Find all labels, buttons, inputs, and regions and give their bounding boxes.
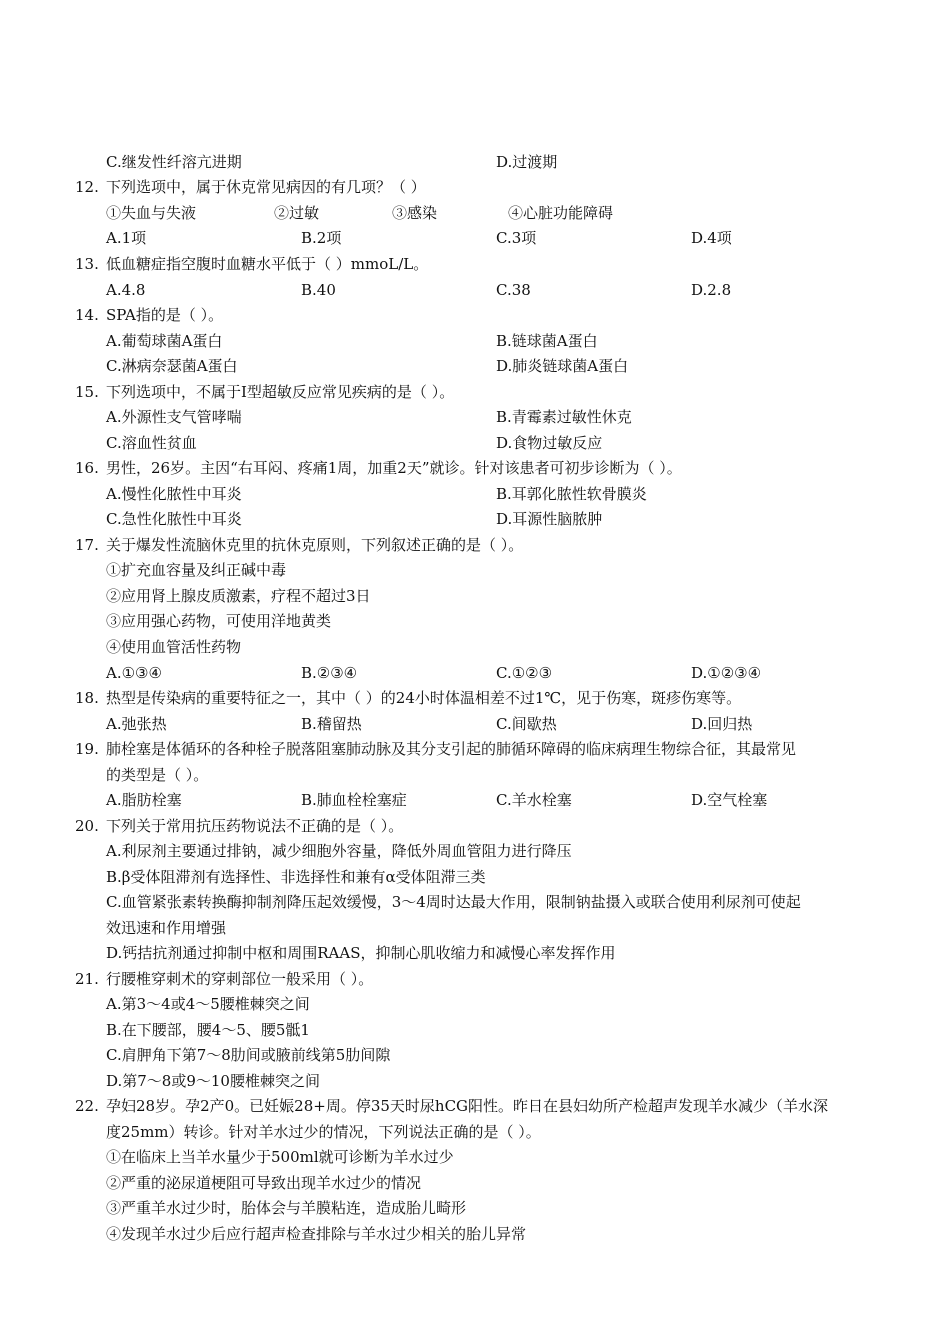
question-number: 17. — [75, 536, 99, 554]
option-d: D.钙拮抗剂通过抑制中枢和周围RAAS，抑制心肌收缩力和减慢心率发挥作用 — [106, 944, 616, 962]
item-text: ③应用强心药物，可使用洋地黄类 — [106, 612, 332, 630]
question-stem: 行腰椎穿刺术的穿刺部位一般采用（ ）。 — [106, 970, 374, 988]
option-b: B.2项 — [301, 229, 342, 247]
question-number: 16. — [75, 459, 99, 477]
question-number: 12. — [75, 178, 99, 196]
question-stem: 孕妇28岁。孕2产0。已妊娠28+周。停35天时尿hCG阳性。昨日在县妇幼所产检超声发现羊水减少（羊水深 — [106, 1097, 829, 1115]
option-c: C.溶血性贫血 — [106, 434, 197, 452]
question-number: 21. — [75, 970, 99, 988]
option-b: B.稽留热 — [301, 715, 362, 733]
option-d: D.2.8 — [691, 281, 732, 299]
option-c: C.急性化脓性中耳炎 — [106, 510, 242, 528]
item-text: ②严重的泌尿道梗阻可导致出现羊水过少的情况 — [106, 1174, 422, 1192]
option-d: D.肺炎链球菌A蛋白 — [496, 357, 629, 375]
option-b: B.40 — [301, 281, 336, 299]
item-text: ③严重羊水过少时，胎体会与羊膜粘连，造成胎儿畸形 — [106, 1199, 467, 1217]
question-number: 13. — [75, 255, 99, 273]
question-stem: 下列选项中，不属于I型超敏反应常见疾病的是（ ）。 — [106, 383, 455, 401]
option-b: B.肺血栓栓塞症 — [301, 791, 407, 809]
question-number: 22. — [75, 1097, 99, 1115]
item-2: ②过敏 — [274, 204, 320, 222]
option-a: A.葡萄球菌A蛋白 — [106, 332, 223, 350]
question-stem: 热型是传染病的重要特征之一，其中（ ）的24小时体温相差不过1℃，见于伤寒，斑疹伤寒等。 — [106, 689, 742, 707]
option-b: B.②③④ — [301, 664, 358, 682]
question-stem: 肺栓塞是体循环的各种栓子脱落阻塞肺动脉及其分支引起的肺循环障碍的临床病理生物综合征，其最常见 — [106, 740, 797, 758]
option-a: A.①③④ — [106, 664, 162, 682]
option-b: B.在下腰部，腰4～5、腰5骶1 — [106, 1021, 310, 1039]
option-a: A.慢性化脓性中耳炎 — [106, 485, 242, 503]
option-c: C.羊水栓塞 — [496, 791, 572, 809]
option-c: C.肩胛角下第7～8肋间或腋前线第5肋间隙 — [106, 1046, 391, 1064]
option-a: A.第3～4或4～5腰椎棘突之间 — [106, 995, 310, 1013]
question-number: 19. — [75, 740, 99, 758]
question-stem: 低血糖症指空腹时血糖水平低于（ ）mmoL/L。 — [106, 255, 429, 273]
option-c: C.①②③ — [496, 664, 553, 682]
option-d: D.耳源性脑脓肿 — [496, 510, 603, 528]
question-stem: 下列关于常用抗压药物说法不正确的是（ ）。 — [106, 817, 404, 835]
item-3: ③感染 — [392, 204, 438, 222]
option-d: D.过渡期 — [496, 153, 558, 171]
question-stem: 男性，26岁。主因“右耳闷、疼痛1周，加重2天”就诊。针对该患者可初步诊断为（ ）。 — [106, 459, 682, 477]
item-text: ②应用肾上腺皮质激素，疗程不超过3日 — [106, 587, 371, 605]
option-a: A.弛张热 — [106, 715, 167, 733]
option-a: A.4.8 — [106, 281, 146, 299]
question-stem: 下列选项中，属于休克常见病因的有几项？（ ） — [106, 178, 426, 196]
item-4: ④心脏功能障碍 — [508, 204, 614, 222]
item-text: ①在临床上当羊水量少于500ml就可诊断为羊水过少 — [106, 1148, 454, 1166]
question-number: 15. — [75, 383, 99, 401]
option-b: B.β受体阻滞剂有选择性、非选择性和兼有α受体阻滞三类 — [106, 868, 486, 886]
question-stem-cont: 的类型是（ ）。 — [106, 766, 209, 784]
item-text: ④使用血管活性药物 — [106, 638, 242, 656]
option-a: A.外源性支气管哮喘 — [106, 408, 242, 426]
question-number: 18. — [75, 689, 99, 707]
question-stem: SPA指的是（ ）。 — [106, 306, 224, 324]
option-b: B.青霉素过敏性休克 — [496, 408, 632, 426]
option-a: A.1项 — [106, 229, 147, 247]
option-c-cont: 效迅速和作用增强 — [106, 919, 227, 937]
option-d: D.4项 — [691, 229, 732, 247]
option-a: A.脂肪栓塞 — [106, 791, 182, 809]
option-b: B.链球菌A蛋白 — [496, 332, 598, 350]
question-number: 20. — [75, 817, 99, 835]
option-c: C.间歇热 — [496, 715, 557, 733]
option-c: C.淋病奈瑟菌A蛋白 — [106, 357, 238, 375]
item-text: ①扩充血容量及纠正碱中毒 — [106, 561, 287, 579]
item-1: ①失血与失液 — [106, 204, 197, 222]
option-c: C.继发性纤溶亢进期 — [106, 153, 242, 171]
option-c: C.3项 — [496, 229, 537, 247]
option-a: A.利尿剂主要通过排钠，减少细胞外容量，降低外周血管阻力进行降压 — [106, 842, 572, 860]
option-d: D.①②③④ — [691, 664, 762, 682]
option-d: D.第7～8或9～10腰椎棘突之间 — [106, 1072, 320, 1090]
item-text: ④发现羊水过少后应行超声检查排除与羊水过少相关的胎儿异常 — [106, 1225, 527, 1243]
option-d: D.空气栓塞 — [691, 791, 768, 809]
question-stem: 关于爆发性流脑休克里的抗休克原则，下列叙述正确的是（ ）。 — [106, 536, 524, 554]
option-d: D.食物过敏反应 — [496, 434, 603, 452]
question-number: 14. — [75, 306, 99, 324]
option-c: C.血管紧张素转换酶抑制剂降压起效缓慢，3～4周时达最大作用，限制钠盐摄入或联合使用利尿剂可使起 — [106, 893, 801, 911]
option-c: C.38 — [496, 281, 531, 299]
option-b: B.耳郭化脓性软骨膜炎 — [496, 485, 647, 503]
question-stem-cont: 度25mm）转诊。针对羊水过少的情况，下列说法正确的是（ ）。 — [106, 1123, 541, 1141]
option-d: D.回归热 — [691, 715, 753, 733]
